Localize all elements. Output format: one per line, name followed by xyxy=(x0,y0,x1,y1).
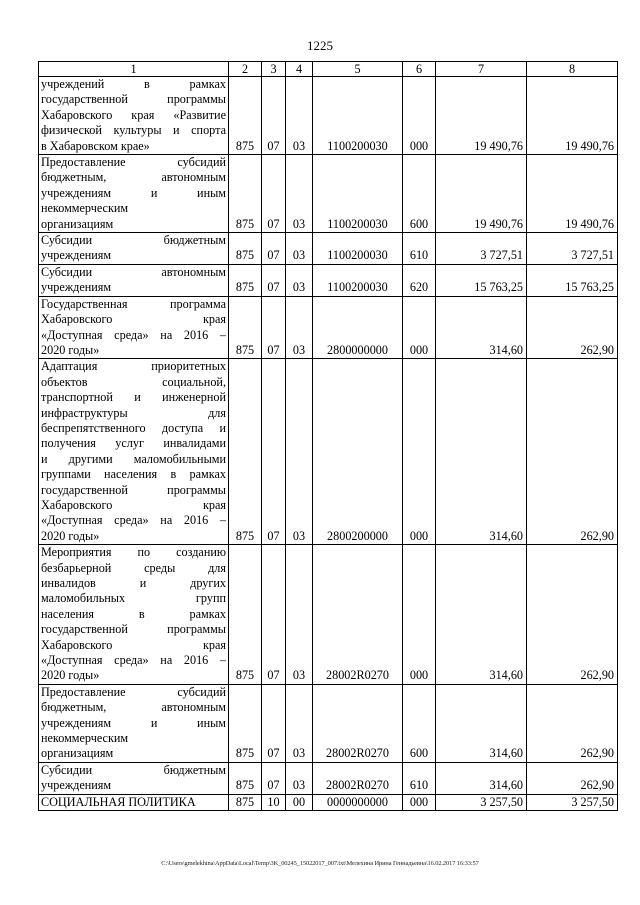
ministry-code-cell: 875 xyxy=(229,794,262,810)
amount-cell: 262,90 xyxy=(527,545,618,685)
item-name-line: бюджетным, автономным xyxy=(41,700,226,715)
amount-cell: 3 257,50 xyxy=(527,794,618,810)
amount-cell: 19 490,76 xyxy=(527,77,618,155)
item-name-line: учреждениям xyxy=(41,280,112,295)
subsection-code-cell: 03 xyxy=(286,233,313,265)
header-cell: 7 xyxy=(436,62,527,77)
ministry-code-cell: 875 xyxy=(229,684,262,762)
item-name-line: учреждениям и иным xyxy=(41,185,226,200)
section-code-cell: 10 xyxy=(262,794,286,810)
ministry-code-cell: 875 xyxy=(229,264,262,296)
subsection-code-cell: 03 xyxy=(286,155,313,233)
ministry-code-cell: 875 xyxy=(229,359,262,545)
item-name-line: населения в рамках xyxy=(41,606,226,621)
item-name-line: Хабаровского края xyxy=(41,637,226,652)
section-code-cell: 07 xyxy=(262,545,286,685)
item-name-cell xyxy=(39,233,229,265)
item-name-line: государственной программы xyxy=(41,92,226,107)
page-number: 1225 xyxy=(307,38,333,53)
amount-cell: 3 727,51 xyxy=(527,233,618,265)
expense-type-cell: 600 xyxy=(403,155,436,233)
budget-table xyxy=(38,61,618,811)
section-code-cell: 07 xyxy=(262,296,286,359)
item-name-cell xyxy=(39,296,229,359)
item-name-line: Хабаровского края xyxy=(41,312,226,327)
amount-cell: 19 490,76 xyxy=(436,77,527,155)
item-name-line: инвалидов и других xyxy=(41,576,226,590)
item-name-line: государственной программы xyxy=(41,622,226,637)
item-name-cell xyxy=(39,545,229,685)
subsection-code-cell: 03 xyxy=(286,684,313,762)
item-name-line: Адаптация приоритетных xyxy=(41,359,226,374)
expense-type-cell: 000 xyxy=(403,77,436,155)
target-article-cell: 2800200000 xyxy=(313,359,403,545)
subsection-code-cell: 03 xyxy=(286,296,313,359)
table-row xyxy=(39,233,618,265)
item-name-line: 2020 годы» xyxy=(41,528,100,543)
amount-cell: 19 490,76 xyxy=(527,155,618,233)
ministry-code-cell: 875 xyxy=(229,155,262,233)
ministry-code-cell: 875 xyxy=(229,296,262,359)
table-row xyxy=(39,684,618,762)
amount-cell: 314,60 xyxy=(436,545,527,685)
section-code-cell: 07 xyxy=(262,77,286,155)
expense-type-cell: 610 xyxy=(403,233,436,265)
header-cell: 5 xyxy=(313,62,403,77)
item-name-line: некоммерческим xyxy=(41,731,129,746)
item-name-line: группами населения в рамках xyxy=(41,467,226,482)
amount-cell: 3 727,51 xyxy=(436,233,527,265)
item-name-line: физической культуры и спорта xyxy=(41,123,226,138)
section-code-cell: 07 xyxy=(262,264,286,296)
subsection-code-cell: 03 xyxy=(286,762,313,794)
table-row xyxy=(39,794,618,810)
amount-cell: 314,60 xyxy=(436,684,527,762)
item-name-cell xyxy=(39,794,229,810)
table-row xyxy=(39,77,618,155)
section-code-cell: 07 xyxy=(262,233,286,265)
expense-type-cell: 600 xyxy=(403,684,436,762)
expense-type-cell: 000 xyxy=(403,545,436,685)
item-name-line: Предоставление субсидий xyxy=(41,684,226,699)
section-code-cell: 07 xyxy=(262,359,286,545)
expense-type-cell: 000 xyxy=(403,296,436,359)
subsection-code-cell: 03 xyxy=(286,359,313,545)
item-name-line: учреждениям и иным xyxy=(41,715,226,730)
target-article-cell: 28002R0270 xyxy=(313,545,403,685)
target-article-cell: 28002R0270 xyxy=(313,762,403,794)
item-name-line: организациям xyxy=(41,746,114,761)
item-name-cell xyxy=(39,359,229,545)
table-row xyxy=(39,155,618,233)
amount-cell: 314,60 xyxy=(436,359,527,545)
item-name-line: Государственная программа xyxy=(41,296,226,311)
item-name-line: государственной программы xyxy=(41,482,226,497)
item-name-line: «Доступная среда» на 2016 – xyxy=(41,327,226,342)
amount-cell: 15 763,25 xyxy=(527,264,618,296)
amount-cell: 262,90 xyxy=(527,684,618,762)
item-name-cell xyxy=(39,762,229,794)
subsection-code-cell: 03 xyxy=(286,77,313,155)
header-cell: 3 xyxy=(262,62,286,77)
item-name-line: 2020 годы» xyxy=(41,342,100,357)
subsection-code-cell: 03 xyxy=(286,545,313,685)
table-row xyxy=(39,545,618,685)
amount-cell: 314,60 xyxy=(436,762,527,794)
amount-cell: 19 490,76 xyxy=(436,155,527,233)
item-name-line: беспрепятственного доступа и xyxy=(41,420,226,435)
target-article-cell: 1100200030 xyxy=(313,155,403,233)
section-code-cell: 07 xyxy=(262,762,286,794)
header-cell: 4 xyxy=(286,62,313,77)
table-row xyxy=(39,762,618,794)
item-name-cell xyxy=(39,155,229,233)
subsection-code-cell: 00 xyxy=(286,794,313,810)
item-name-line: организациям xyxy=(41,216,114,231)
item-name-line: Хабаровского края xyxy=(41,497,226,512)
amount-cell: 15 763,25 xyxy=(436,264,527,296)
item-name-cell xyxy=(39,684,229,762)
amount-cell: 262,90 xyxy=(527,359,618,545)
item-name-line: «Доступная среда» на 2016 – xyxy=(41,653,226,668)
header-cell: 2 xyxy=(229,62,262,77)
table-row xyxy=(39,296,618,359)
header-cell: 8 xyxy=(527,62,618,77)
ministry-code-cell: 875 xyxy=(229,545,262,685)
item-name-line: бюджетным, автономным xyxy=(41,170,226,185)
item-name-line: 2020 годы» xyxy=(41,668,100,683)
header-cell: 1 xyxy=(39,62,229,77)
item-name-cell xyxy=(39,77,229,155)
item-name-line: Субсидии бюджетным xyxy=(41,233,226,248)
item-name-line: учреждений в рамках xyxy=(41,77,226,91)
ministry-code-cell: 875 xyxy=(229,233,262,265)
target-article-cell: 1100200030 xyxy=(313,77,403,155)
amount-cell: 3 257,50 xyxy=(436,794,527,810)
target-article-cell: 1100200030 xyxy=(313,264,403,296)
item-name-line: получения услуг инвалидами xyxy=(41,436,226,451)
expense-type-cell: 000 xyxy=(403,359,436,545)
item-name-line: маломобильных групп xyxy=(41,591,226,606)
item-name-line: Мероприятия по созданию xyxy=(41,545,226,560)
item-name-line: безбарьерной среды для xyxy=(41,560,226,575)
item-name-line: Предоставление субсидий xyxy=(41,155,226,170)
amount-cell: 314,60 xyxy=(436,296,527,359)
header-row xyxy=(39,62,618,77)
expense-type-cell: 000 xyxy=(403,794,436,810)
item-name-line: Хабаровского края «Развитие xyxy=(41,107,226,122)
item-name-line: Субсидии бюджетным xyxy=(41,762,226,777)
section-code-cell: 07 xyxy=(262,155,286,233)
item-name-line: в Хабаровском крае» xyxy=(41,138,150,153)
amount-cell: 262,90 xyxy=(527,762,618,794)
item-name-line: объектов социальной, xyxy=(41,374,226,389)
amount-cell: 262,90 xyxy=(527,296,618,359)
table-row xyxy=(39,359,618,545)
target-article-cell: 28002R0270 xyxy=(313,684,403,762)
item-name-line: некоммерческим xyxy=(41,201,129,216)
expense-type-cell: 620 xyxy=(403,264,436,296)
ministry-code-cell: 875 xyxy=(229,77,262,155)
item-name-line: учреждениям xyxy=(41,248,112,263)
ministry-code-cell: 875 xyxy=(229,762,262,794)
header-cell: 6 xyxy=(403,62,436,77)
file-path-footer: C:\Users\gmelekhina\AppData\Local\Temp\3K_00245_15022017_007.txt\Мелехина Ирина Геннадьевна\16.02.2017 16:33:57 xyxy=(161,860,479,867)
target-article-cell: 1100200030 xyxy=(313,233,403,265)
target-article-cell: 0000000000 xyxy=(313,794,403,810)
item-name-line: инфраструктуры для xyxy=(41,405,226,420)
subsection-code-cell: 03 xyxy=(286,264,313,296)
expense-type-cell: 610 xyxy=(403,762,436,794)
section-code-cell: 07 xyxy=(262,684,286,762)
item-name-line: Субсидии автономным xyxy=(41,264,226,279)
item-name-line: учреждениям xyxy=(41,778,112,793)
item-name-line: «Доступная среда» на 2016 – xyxy=(41,513,226,528)
item-name-line: транспортной и инженерной xyxy=(41,390,226,405)
item-name-line: и другими маломобильными xyxy=(41,451,226,466)
item-name-cell xyxy=(39,264,229,296)
item-name-line: СОЦИАЛЬНАЯ ПОЛИТИКА xyxy=(41,794,196,809)
target-article-cell: 2800000000 xyxy=(313,296,403,359)
table-row xyxy=(39,264,618,296)
